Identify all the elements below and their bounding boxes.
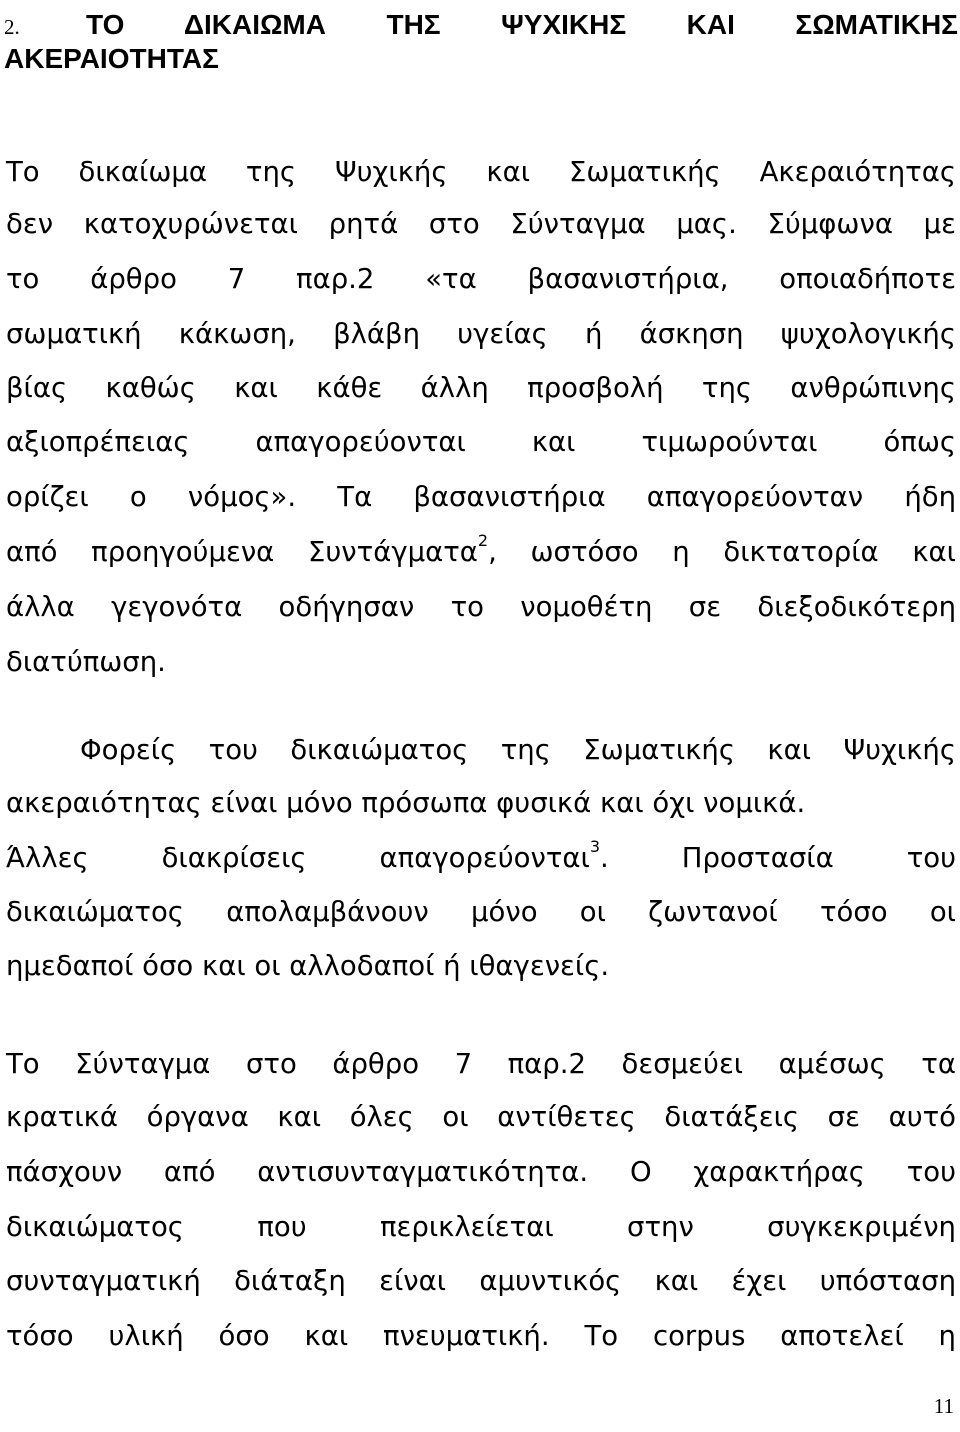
footnote-ref: 3: [589, 837, 601, 856]
text-line: τόσο υλική όσο και πνευματική. Το corpus αποτελεί η: [6, 1320, 956, 1352]
text-line: διατύπωση.: [6, 646, 166, 678]
text-line: ορίζει ο νόμος». Τα βασανιστήρια απαγορεύονταν ήδη: [6, 481, 956, 513]
footnote-ref: 2: [477, 531, 489, 550]
text-line: συνταγματική διάταξη είναι αμυντικός και έχει υπόσταση: [6, 1265, 956, 1297]
text-line: το άρθρο 7 παρ.2 «τα βασανιστήρια, οποιαδήποτε: [6, 263, 956, 295]
text-line: [6, 830, 956, 886]
text-line: δικαιώματος που περικλείεται στην συγκεκριμένη: [6, 1211, 956, 1243]
text-line: ημεδαποί όσο και οι αλλοδαποί ή ιθαγενείς.: [6, 950, 610, 982]
heading-text-1: ΤΟ ΔΙΚΑΙΩΜΑ ΤΗΣ ΨΥΧΙΚΗΣ ΚΑΙ ΣΩΜΑΤΙΚΗΣ: [86, 9, 958, 40]
text-run: , ωστόσο η δικτατορία και: [488, 536, 956, 568]
text-run: Άλλες διακρίσεις απαγορεύονται: [6, 842, 590, 874]
text-run: από προηγούμενα Συντάγματα: [6, 536, 478, 568]
section-number: 2.: [4, 15, 20, 39]
page-number: 11: [933, 1394, 954, 1418]
heading-line-2: ΑΚΕΡΑΙΟΤΗΤΑΣ: [4, 43, 219, 74]
text-line: δεν κατοχυρώνεται ρητά στο Σύνταγμα μας. Σύμφωνα με: [6, 208, 956, 240]
text-line: ακεραιότητας είναι μόνο πρόσωπα φυσικά και όχι νομικά.: [6, 787, 806, 819]
text-line: σωματική κάκωση, βλάβη υγείας ή άσκηση ψυχολογικής: [6, 318, 956, 350]
text-line: άλλα γεγονότα οδήγησαν το νομοθέτη σε διεξοδικότερη: [6, 591, 956, 623]
text-line: πάσχουν από αντισυνταγματικότητα. Ο χαρακτήρας του: [6, 1156, 956, 1188]
text-line: αξιοπρέπειας απαγορεύονται και τιμωρούνται όπως: [6, 426, 956, 458]
text-line: Το δικαίωμα της Ψυχικής και Σωματικής Ακεραιότητας: [6, 156, 956, 188]
text-line: [6, 524, 956, 580]
text-run: . Προστασία του: [600, 842, 956, 874]
text-line: Φορείς του δικαιώματος της Σωματικής και Ψυχικής: [80, 734, 956, 766]
text-line: βίας καθώς και κάθε άλλη προσβολή της ανθρώπινης: [6, 372, 956, 404]
text-line: Το Σύνταγμα στο άρθρο 7 παρ.2 δεσμεύει αμέσως τα: [6, 1048, 956, 1080]
text-line: κρατικά όργανα και όλες οι αντίθετες διατάξεις σε αυτό: [6, 1101, 956, 1133]
text-line: δικαιώματος απολαμβάνουν μόνο οι ζωντανοί τόσο οι: [6, 896, 956, 928]
